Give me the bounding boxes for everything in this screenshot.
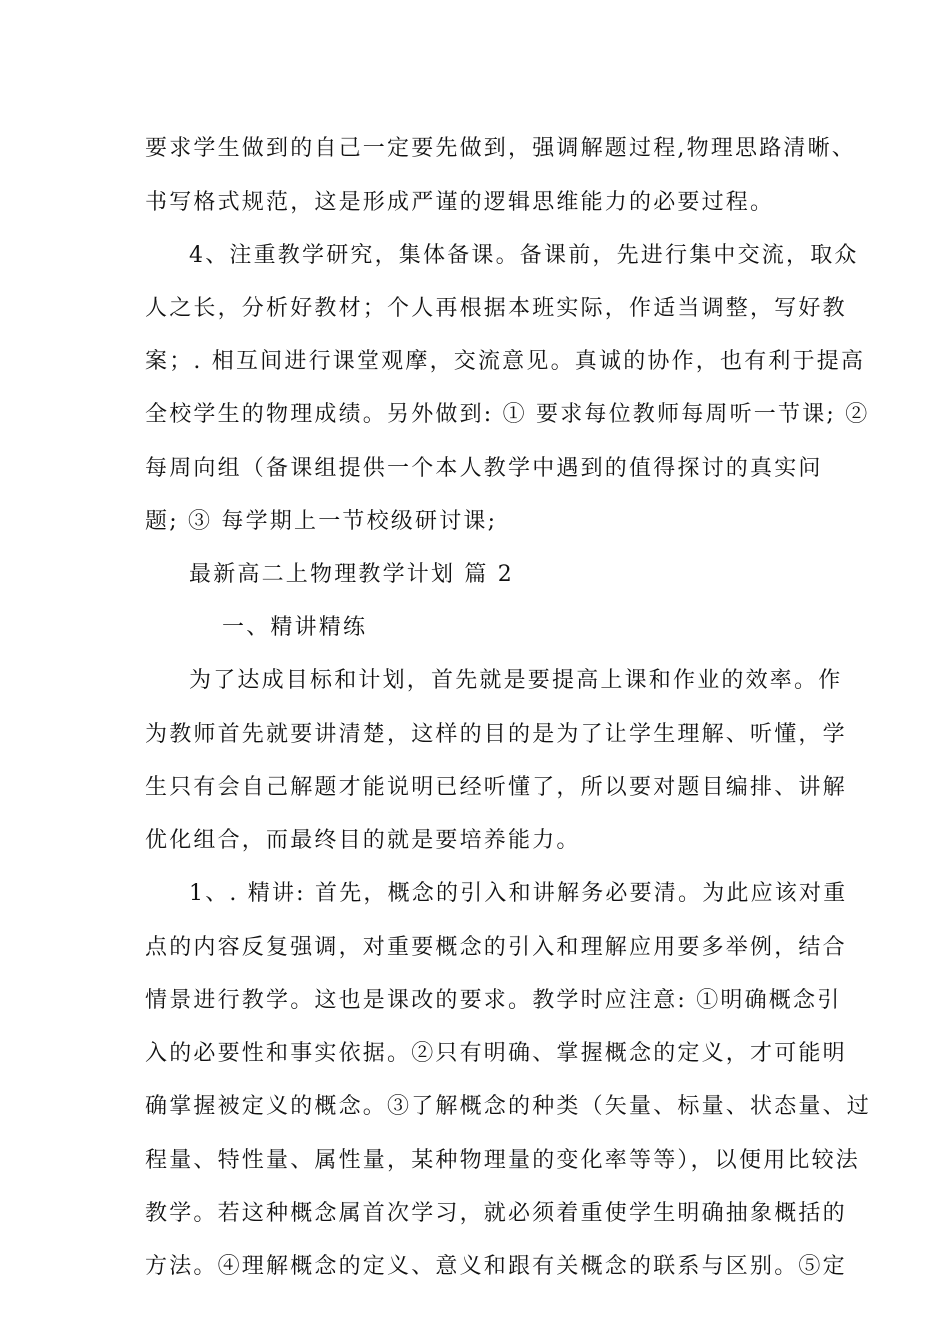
paragraph-line: 书写格式规范，这是形成严谨的逻辑思维能力的必要过程。 xyxy=(145,190,775,215)
paragraph-line: 4、注重教学研究，集体备课。备课前，先进行集中交流，取众 xyxy=(189,243,859,268)
paragraph-line: 每周向组（备课组提供一个本人教学中遇到的值得探讨的真实问 xyxy=(145,456,823,481)
paragraph-line: 入的必要性和事实依据。②只有明确、掌握概念的定义，才可能明 xyxy=(145,1041,847,1066)
paragraph-line: 确掌握被定义的概念。③了解概念的种类（矢量、标量、状态量、过 xyxy=(145,1094,872,1119)
paragraph-line: 生只有会自己解题才能说明已经听懂了，所以要对题目编排、讲解 xyxy=(145,775,847,800)
paragraph-line: 点的内容反复强调，对重要概念的引入和理解应用要多举例，结合 xyxy=(145,935,847,960)
paragraph-line: 要求学生做到的自己一定要先做到，强调解题过程,物理思路清晰、 xyxy=(145,136,856,161)
paragraph-line: 题; ③ 每学期上一节校级研讨课; xyxy=(145,509,498,534)
paragraph-line: 为教师首先就要讲清楚，这样的目的是为了让学生理解、听懂，学 xyxy=(145,722,847,747)
paragraph-line: 全校学生的物理成绩。另外做到: ① 要求每位教师每周听一节课; ② xyxy=(145,402,870,427)
paragraph-line: 人之长，分析好教材；个人再根据本班实际，作适当调整，写好教 xyxy=(145,296,847,321)
paragraph-line: 为了达成目标和计划，首先就是要提高上课和作业的效率。作 xyxy=(189,668,843,693)
section-heading: 最新高二上物理教学计划 篇 2 xyxy=(189,562,514,587)
paragraph-line: 1、. 精讲: 首先，概念的引入和讲解务必要清。为此应该对重 xyxy=(189,881,848,906)
paragraph-line: 案；. 相互间进行课堂观摩，交流意见。真诚的协作，也有利于提高 xyxy=(145,349,866,374)
paragraph-line: 教学。若这种概念属首次学习，就必须着重使学生明确抽象概括的 xyxy=(145,1201,847,1226)
paragraph-line: 情景进行教学。这也是课改的要求。教学时应注意: ①明确概念引 xyxy=(145,988,842,1013)
paragraph-line: 优化组合，而最终目的就是要培养能力。 xyxy=(145,828,581,853)
paragraph-line: 方法。④理解概念的定义、意义和跟有关概念的联系与区别。⑤定 xyxy=(145,1254,847,1279)
paragraph-line: 程量、特性量、属性量，某种物理量的变化率等等），以便用比较法 xyxy=(145,1148,861,1173)
subsection-heading: 一、精讲精练 xyxy=(222,615,368,640)
